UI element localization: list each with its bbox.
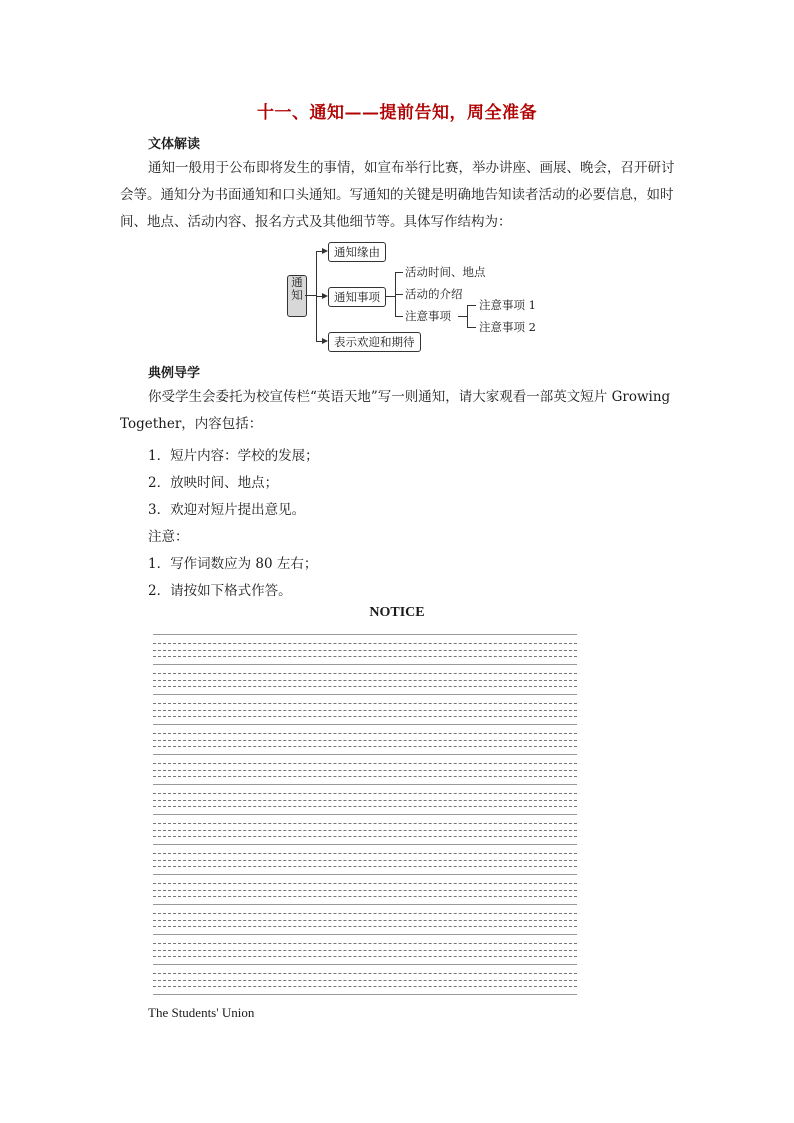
connector [395,316,403,317]
writing-line-guide [153,763,577,764]
writing-line-guide [153,680,577,681]
writing-line-guide [153,673,577,674]
signature: The Students' Union [148,1005,255,1020]
diagram-root: 通知 [287,275,307,317]
writing-line [153,664,577,665]
notice-title: NOTICE [369,605,425,620]
writing-line [153,694,577,695]
writing-line [153,964,577,965]
writing-line-guide [153,920,577,921]
example-prompt [120,384,680,438]
writing-line-guide [153,650,577,651]
writing-line [153,904,577,905]
writing-line-guide [153,823,577,824]
writing-line-guide [153,973,577,974]
writing-line-guide [153,740,577,741]
writing-line-guide [153,716,577,717]
writing-line-guide [153,793,577,794]
writing-line-guide [153,776,577,777]
section-heading-example: 典例导学 [148,366,201,381]
diagram-sub-notes: 注意事项 [405,309,451,323]
writing-line-guide [153,830,577,831]
writing-line [153,814,577,815]
connector [467,327,476,328]
page-title: 十一、通知——提前告知，周全准备 [257,103,537,123]
writing-line-guide [153,883,577,884]
writing-line-guide [153,800,577,801]
requirement-item: 1．短片内容：学校的发展； [148,448,319,464]
writing-line [153,994,577,995]
writing-line-guide [153,866,577,867]
writing-line-guide [153,980,577,981]
diagram-branch-items: 通知事项 [328,287,386,307]
connector [467,305,468,328]
writing-line-guide [153,956,577,957]
writing-line-guide [153,836,577,837]
diagram-sub-time-place: 活动时间、地点 [405,265,486,279]
writing-line-guide [153,703,577,704]
writing-line-guide [153,686,577,687]
writing-line-guide [153,890,577,891]
writing-line-guide [153,926,577,927]
writing-line-guide [153,710,577,711]
writing-line-guide [153,913,577,914]
requirement-item: 2．放映时间、地点； [148,475,279,491]
writing-line-guide [153,986,577,987]
connector [395,294,403,295]
connector [395,272,403,273]
diagram-note-2: 注意事项 2 [479,320,536,334]
note-item: 2．请按如下格式作答。 [148,583,292,599]
diagram-branch-reason: 通知缘由 [328,242,386,262]
diagram-note-1: 注意事项 1 [479,298,536,312]
writing-line-guide [153,733,577,734]
writing-line-guide [153,853,577,854]
genre-text: 通知一般用于公布即将发生的事情，如宣布举行比赛，举办讲座、画展、晚会，召开研讨会等。通知分为书面通知和口头通知。写通知的关键是明确地告知读者活动的必要信息，如时间、地点、活动内容、报名方式及其他细节等。具体写作结构为： [120,160,675,230]
diagram-sub-intro: 活动的介绍 [405,287,463,301]
writing-line [153,874,577,875]
writing-line-guide [153,943,577,944]
example-prompt-text: 你受学生会委托为校宣传栏“英语天地”写一则通知，请大家观看一部英文短片 Growing Together，内容包括： [120,389,671,432]
writing-line-guide [153,950,577,951]
writing-line-guide [153,860,577,861]
genre-paragraph [120,155,680,236]
diagram-branch-welcome: 表示欢迎和期待 [328,332,421,352]
writing-line-guide [153,746,577,747]
writing-line [153,754,577,755]
writing-line [153,634,577,635]
section-heading-genre: 文体解读 [148,137,201,152]
requirement-item: 3．欢迎对短片提出意见。 [148,502,306,518]
note-item: 1．写作词数应为 80 左右； [148,556,318,572]
writing-line-guide [153,656,577,657]
writing-line-guide [153,806,577,807]
writing-line [153,934,577,935]
writing-line-guide [153,896,577,897]
writing-line [153,724,577,725]
note-label: 注意： [148,529,189,545]
writing-line [153,784,577,785]
writing-line [153,844,577,845]
writing-line-guide [153,770,577,771]
connector [467,305,476,306]
writing-line-guide [153,643,577,644]
